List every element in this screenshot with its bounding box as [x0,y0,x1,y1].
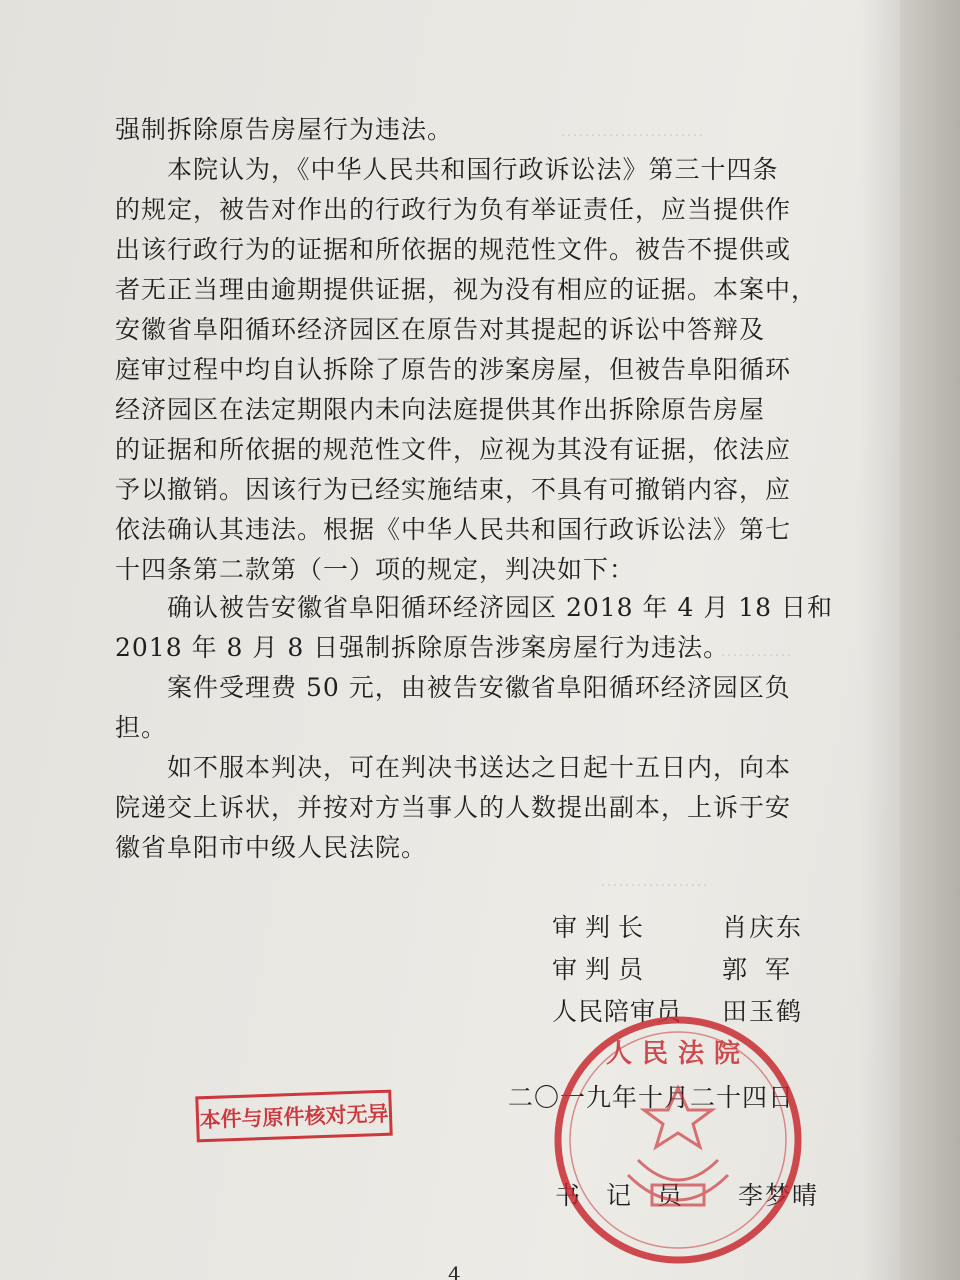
body-text-line: 安徽省阜阳循环经济园区在原告对其提起的诉讼中答辩及 [115,315,766,344]
body-text-line: 如不服本判决，可在判决书送达之日起十五日内，向本 [115,753,792,782]
body-text-line: 担。 [115,713,168,742]
body-text-line: 予以撤销。因该行为已经实施结束，不具有可撤销内容，应 [115,475,792,504]
body-text-line: 的规定，被告对作出的行政行为负有举证责任，应当提供作 [115,195,792,224]
seal-text: 人民法院 [605,1039,751,1069]
body-text-line: 强制拆除原告房屋行为违法。 [115,115,454,144]
bleed-through-texture: ……………… [600,870,708,891]
clerk-name: 李梦晴 [738,1181,820,1210]
body-text-line: 本院认为，《中华人民共和国行政诉讼法》第三十四条 [115,155,779,184]
certified-copy-stamp: 本件与原件核对无异 [195,1090,392,1143]
juror-name: 田玉鹤 [722,997,804,1026]
body-text-line: 依法确认其违法。根据《中华人民共和国行政诉讼法》第七 [115,515,792,544]
body-text-line: 者无正当理由逾期提供证据，视为没有相应的证据。本案中， [115,275,818,304]
body-text-line: 确认被告安徽省阜阳循环经济园区 2018 年 4 月 18 日和 [115,593,834,622]
body-text-line: 经济园区在法定期限内未向法庭提供其作出拆除原告房屋 [115,395,766,424]
judge-title: 审判员 [552,955,652,984]
body-text-line: 案件受理费 50 元，由被告安徽省阜阳循环经济园区负 [115,673,791,702]
judge-name: 郭军 [722,955,809,984]
chief-judge-name: 肖庆东 [722,913,804,942]
bleed-through-texture: ………… [720,640,792,661]
clerk-title: 书记员 [555,1181,709,1210]
chief-judge-title: 审判长 [552,913,652,942]
next-page-edge [900,0,960,1280]
body-text-line: 十四条第二款第（一）项的规定，判决如下： [115,555,636,584]
page-number: 4 [448,1262,461,1280]
body-text-line: 庭审过程中均自认拆除了原告的涉案房屋，但被告阜阳循环 [115,355,792,384]
court-seal-icon [548,1010,808,1270]
body-text-line: 徽省阜阳市中级人民法院。 [115,833,428,862]
page-shadow [860,0,900,1280]
judgment-date: 二〇一九年十月二十四日 [508,1083,795,1112]
body-text-line: 的证据和所依据的规范性文件，应视为其没有证据，依法应 [115,435,792,464]
juror-title: 人民陪审员 [552,997,683,1026]
bleed-through-texture: …………………… [560,120,704,141]
body-text-line: 院递交上诉状，并按对方当事人的人数提出副本，上诉于安 [115,793,792,822]
body-text-line: 2018 年 8 月 8 日强制拆除原告涉案房屋行为违法。 [115,633,730,662]
body-text-line: 出该行政行为的证据和所依据的规范性文件。被告不提供或 [115,235,792,264]
